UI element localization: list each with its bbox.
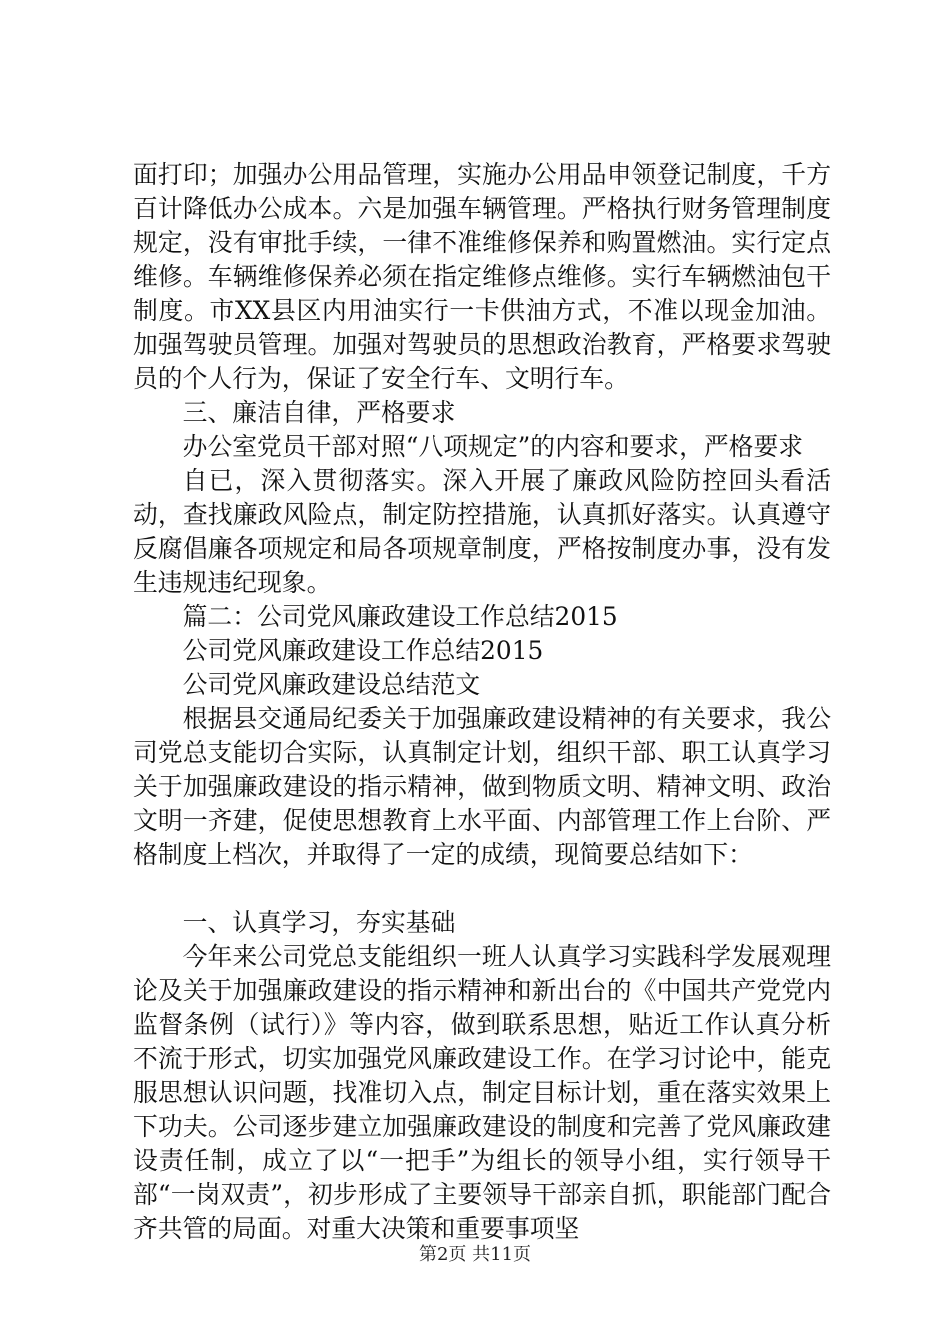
document-body xyxy=(133,158,831,1246)
paragraph-self-discipline: 自已，深入贯彻落实。深入开展了廉政风险防控回头看活动，查找廉政风险点，制定防控措施，认真抓好落实。认真遵守反腐倡廉各项规定和局各项规章制度，严格按制度办事，没有发生违规违纪现象。 xyxy=(133,466,831,597)
paragraph-introduction: 根据县交通局纪委关于加强廉政建设精神的有关要求，我公司党总支能切合实际，认真制定计划，组织干部、职工认真学习关于加强廉政建设的指示精神，做到物质文明、精神文明、政治文明一齐建，促使思想教育上水平面、内部管理工作上台阶、严格制度上档次，并取得了一定的成绩，现简要总结如下： xyxy=(133,704,831,869)
section-heading-integrity: 三、廉洁自律，严格要求 xyxy=(182,398,456,427)
page-number-footer: 第2页 共11页 xyxy=(418,1244,532,1265)
article-subtitle: 公司党风廉政建设总结范文 xyxy=(182,670,481,699)
paragraph-eight-rules: 办公室党员干部对照“八项规定”的内容和要求，严格要求 xyxy=(182,432,804,461)
paragraph-spacer xyxy=(133,872,831,906)
paragraph-vehicle-management: 面打印；加强办公用品管理，实施办公用品申领登记制度，千方百计降低办公成本。六是加强车辆管理。严格执行财务管理制度规定，没有审批手续，一律不准维修保养和购置燃油。实行定点维修。车辆维修保养必须在指定维修点维修。实行车辆燃油包干制度。市XX县区内用油实行一卡供油方式，不准以现金加油。加强驾驶员管理。加强对驾驶员的思想政治教育，严格要求驾驶员的个人行为，保证了安全行车、文明行车。 xyxy=(133,160,831,393)
article-two-heading: 篇二：公司党风廉政建设工作总结2015 xyxy=(182,602,618,631)
article-title: 公司党风廉政建设工作总结2015 xyxy=(182,636,544,665)
paragraph-study-practice: 今年来公司党总支能组织一班人认真学习实践科学发展观理论及关于加强廉政建设的指示精神和新出台的《中国共产党党内监督条例（试行）》等内容，做到联系思想，贴近工作认真分析不流于形式，切实加强党风廉政建设工作。在学习讨论中，能克服思想认识问题，找准切入点，制定目标计划，重在落实效果上下功夫。公司逐步建立加强廉政建设的制度和完善了党风廉政建设责任制，成立了以“一把手”为组长的领导小组，实行领导干部“一岗双责”，初步形成了主要领导干部亲自抓，职能部门配合齐共管的局面。对重大决策和重要事项坚 xyxy=(133,942,831,1243)
section-heading-study: 一、认真学习，夯实基础 xyxy=(182,908,456,937)
